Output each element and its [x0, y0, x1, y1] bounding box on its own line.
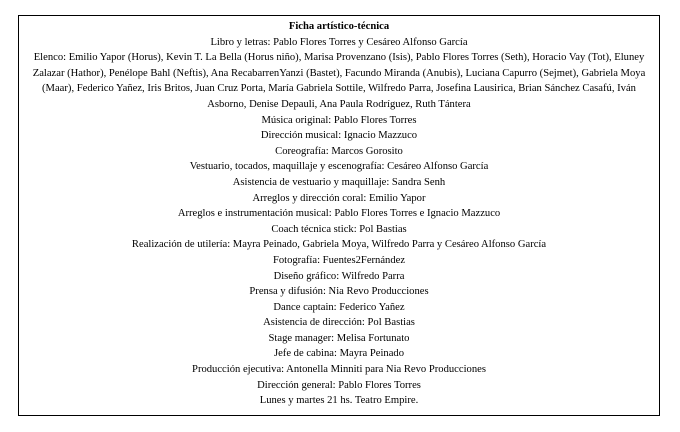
- credit-prensa: Prensa y difusión: Nia Revo Producciones: [249, 286, 429, 298]
- credit-coach: Coach técnica stick: Pol Bastias: [271, 223, 407, 235]
- credit-elenco: Elenco: Emilio Yapor (Horus), Kevin T. La Bella (Horus niño), Marisa Provenzano (Isis), Pablo Flores Torres (Seth), Horacio Vay (Tot), Eluney Zalazar (Hathor), Penélope Bahl (Neftis), Ana RecabarrenYanzi (Bastet), Facundo Miranda (Anubis), Luciana Capurro (Sejmet), Gabriela Moya (Maar), Federico Yañez, Iris Britos, Juan Cruz Porta, María Gabriela Sottile, Wilfredo Parra, Josefina Lausirica, Brian Sánchez Casafú, Iván Asborno, Denise Depauli, Ana Paula Rodríguez, Ruth Tántera: [32, 52, 646, 110]
- credit-dance-captain: Dance captain: Federico Yañez: [273, 301, 405, 313]
- credit-arreglos-instrumentacion: Arreglos e instrumentación musical: Pablo Flores Torres e Ignacio Mazzuco: [177, 208, 501, 220]
- sheet-title: Ficha artístico-técnica: [288, 21, 390, 32]
- credit-libro: Libro y letras: Pablo Flores Torres y Cesáreo Alfonso García: [210, 36, 468, 48]
- credit-jefe-cabina: Jefe de cabina: Mayra Peinado: [273, 348, 404, 360]
- credits-sheet: [18, 15, 660, 416]
- credit-funciones: Lunes y martes 21 hs. Teatro Empire.: [259, 395, 419, 407]
- credit-stage-manager: Stage manager: Melisa Fortunato: [268, 332, 410, 344]
- credit-fotografia: Fotografía: Fuentes2Fernández: [272, 254, 406, 266]
- credit-asistencia-vestuario: Asistencia de vestuario y maquillaje: Sandra Senh: [232, 176, 446, 188]
- credit-direccion-musical: Dirección musical: Ignacio Mazzuco: [260, 130, 418, 142]
- credit-vestuario: Vestuario, tocados, maquillaje y escenografía: Cesáreo Alfonso García: [189, 161, 489, 173]
- credit-diseno: Diseño gráfico: Wilfredo Parra: [273, 270, 405, 282]
- credit-arreglos-coral: Arreglos y dirección coral: Emilio Yapor: [252, 192, 426, 204]
- credit-coreografia: Coreografía: Marcos Gorosito: [275, 145, 403, 157]
- credit-produccion: Producción ejecutiva: Antonella Minniti para Nia Revo Producciones: [192, 364, 486, 376]
- credit-asistencia-direccion: Asistencia de dirección: Pol Bastias: [263, 317, 415, 329]
- credit-direccion-general: Dirección general: Pablo Flores Torres: [257, 379, 421, 391]
- credit-musica: Música original: Pablo Flores Torres: [261, 114, 417, 126]
- credit-utileria: Realización de utilería: Mayra Peinado, Gabriela Moya, Wilfredo Parra y Cesáreo Alfonso García: [131, 239, 547, 251]
